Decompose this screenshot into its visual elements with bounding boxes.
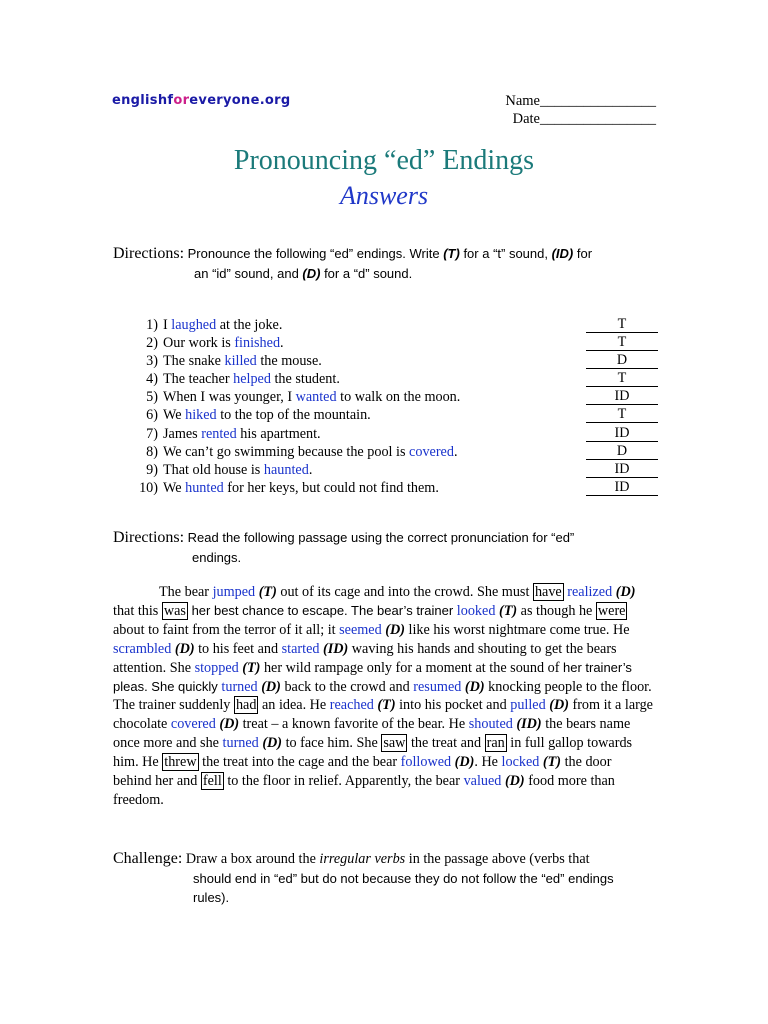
sound-code: (T): [258, 584, 277, 600]
passage-text: like his worst nightmare come true. He: [404, 621, 630, 638]
passage: [113, 583, 653, 810]
item-text: Our work is: [163, 335, 235, 352]
item-text: I: [163, 317, 172, 333]
item-text: We: [163, 479, 186, 496]
passage-text: her wild rampage only for a moment at the sound of: [260, 659, 563, 676]
list-item: [130, 352, 660, 370]
item-answer: T: [586, 370, 658, 387]
dir-text-a: Pronounce the following “ed” endings. Write: [187, 246, 444, 261]
item-answer: T: [586, 316, 658, 333]
item-verb: covered: [409, 443, 454, 460]
item-verb: finished: [234, 335, 281, 352]
item-text: The teacher: [163, 371, 234, 388]
item-text: for her keys, but could not find them.: [223, 479, 439, 496]
regular-verb: looked: [456, 602, 496, 619]
dir-text-d: an “id” sound, and: [194, 266, 303, 281]
item-answer: T: [586, 406, 658, 423]
passage-text: an idea. He: [258, 697, 330, 714]
item-number: 10): [139, 479, 158, 496]
passage-text: waving his hands and shouting to get the bears attention. She: [113, 640, 617, 676]
item-number: 4): [146, 371, 158, 388]
sound-code: (D): [219, 716, 240, 733]
item-answer: D: [586, 352, 658, 369]
regular-verb: shouted: [468, 716, 513, 733]
regular-verb: started: [281, 640, 320, 657]
regular-verb: followed: [400, 754, 452, 771]
sound-code: (ID): [323, 640, 349, 657]
name-line: Name________________: [505, 93, 656, 109]
sound-code: (T): [242, 659, 261, 676]
passage-text: . He: [474, 754, 502, 771]
item-answer: ID: [586, 425, 658, 442]
list-item: [130, 316, 660, 334]
list-item: [130, 479, 660, 497]
item-text: to the top of the mountain.: [216, 407, 371, 424]
dir-text-b: for a “t” sound,: [459, 246, 552, 261]
passage-text: knocking people to the floor. The trainer suddenly: [113, 678, 652, 714]
regular-verb: turned: [221, 678, 258, 695]
logo-text-3: everyone.org: [189, 93, 291, 108]
item-number: 6): [146, 407, 158, 424]
passage-text: her trainer’s pleas. She quickly: [113, 659, 632, 694]
item-text: When I was younger, I: [163, 389, 296, 406]
item-verb: laughed: [171, 317, 217, 333]
passage-text: back to the crowd and: [280, 678, 414, 695]
item-text: the student.: [270, 371, 340, 388]
irregular-verb-box: have: [534, 584, 562, 600]
item-number: 9): [146, 461, 158, 478]
list-item: [130, 370, 660, 388]
sound-code: (D): [261, 678, 281, 695]
directions-2-line-1: Read the following passage using the correct pronunciation for “ed”: [187, 530, 575, 545]
sound-code: (T): [542, 754, 562, 771]
directions-text: [188, 246, 592, 261]
name-date-fields: [505, 92, 656, 128]
passage-text: into his pocket and: [395, 697, 511, 714]
directions-2: [113, 528, 653, 567]
challenge: [113, 849, 653, 907]
irregular-verb-box: ran: [486, 735, 505, 752]
challenge-label: Challenge:: [113, 850, 183, 867]
irregular-verb-box: fell: [202, 773, 222, 790]
challenge-text-b: in the passage above (verbs that: [405, 851, 590, 867]
irregular-verb-box: threw: [164, 754, 197, 771]
challenge-text-a: Draw a box around the: [185, 851, 320, 867]
item-answer: T: [586, 334, 658, 351]
sound-code: (D): [464, 678, 485, 695]
item-number: 7): [146, 425, 158, 442]
list-item: [130, 425, 660, 443]
item-verb: haunted: [263, 461, 309, 478]
regular-verb: turned: [222, 735, 259, 752]
directions-line-2: [113, 264, 673, 283]
date-line: Date________________: [512, 111, 656, 127]
regular-verb: jumped: [212, 584, 256, 600]
regular-verb: realized: [567, 584, 613, 600]
challenge-line-3: rules).: [193, 890, 230, 905]
item-verb: hunted: [185, 479, 224, 496]
passage-text: as though he: [517, 602, 596, 619]
page-title: Pronouncing “ed” Endings: [233, 145, 535, 176]
item-text: .: [280, 335, 284, 352]
item-verb: hiked: [185, 407, 217, 424]
regular-verb: valued: [463, 773, 502, 790]
logo-text-1: englishf: [112, 93, 174, 108]
regular-verb: locked: [501, 754, 540, 771]
passage-text: that this: [113, 602, 162, 619]
site-logo: [112, 93, 290, 108]
sound-code: (D): [615, 584, 636, 600]
passage-text: about to faint from the terror of it all; it: [113, 621, 340, 638]
sound-code: (D): [454, 754, 475, 771]
item-text: the mouse.: [256, 353, 322, 370]
passage-text: from it a large chocolate: [113, 697, 653, 733]
list-item: [130, 406, 660, 424]
regular-verb: seemed: [339, 621, 382, 638]
regular-verb: covered: [170, 716, 216, 733]
dir-text-c: for: [573, 246, 593, 261]
passage-text: the treat into the cage and the bear: [198, 754, 401, 771]
item-number: 1): [146, 317, 158, 333]
item-number: 2): [146, 335, 158, 352]
item-verb: killed: [224, 353, 257, 370]
challenge-emphasis: irregular verbs: [319, 851, 406, 867]
item-text: .: [308, 461, 313, 478]
sound-code: (D): [385, 621, 405, 638]
passage-text: food more than freedom.: [113, 773, 615, 808]
item-text: We: [163, 407, 186, 424]
item-number: 3): [146, 353, 158, 370]
sound-code: (D): [549, 697, 569, 714]
dir-text-e: for a “d” sound.: [320, 266, 413, 281]
item-verb: rented: [201, 425, 237, 442]
item-number: 5): [146, 389, 158, 406]
page-subtitle: Answers: [339, 181, 429, 210]
regular-verb: scrambled: [113, 640, 172, 657]
item-answer: ID: [586, 479, 658, 496]
item-verb: wanted: [295, 389, 337, 406]
item-text: The snake: [163, 353, 225, 370]
directions-2-line-2: endings.: [192, 550, 242, 565]
item-text: That old house is: [163, 461, 264, 478]
passage-text: her best chance to escape. The bear’s trainer: [187, 602, 457, 618]
directions-label: Directions:: [113, 245, 185, 262]
regular-verb: resumed: [413, 678, 462, 695]
passage-text: The bear: [159, 584, 213, 600]
item-text: James: [163, 425, 202, 442]
irregular-verb-box: saw: [383, 735, 406, 752]
passage-text: to face him. She: [282, 735, 382, 752]
regular-verb: reached: [329, 697, 374, 714]
passage-text: to his feet and: [194, 640, 282, 657]
directions-label-2: Directions:: [113, 529, 185, 546]
passage-text: to the floor in relief. Apparently, the bear: [223, 773, 464, 790]
item-text: We can’t go swimming because the pool is: [163, 443, 410, 460]
passage-text: in full gallop towards him. He: [113, 735, 633, 771]
item-verb: helped: [233, 371, 271, 388]
item-text: to walk on the moon.: [336, 389, 461, 406]
sentence-list: [130, 316, 660, 497]
sound-code: (D): [262, 735, 283, 752]
passage-text: the treat and: [407, 735, 485, 752]
item-number: 8): [146, 443, 158, 460]
sound-code: (D): [174, 640, 195, 657]
logo-text-2: or: [173, 93, 190, 108]
list-item: [130, 388, 660, 406]
challenge-line-2: should end in “ed” but do not because they do not follow the “ed” endings: [193, 871, 614, 886]
regular-verb: pulled: [510, 697, 546, 714]
item-text: at the joke.: [216, 317, 283, 333]
passage-text: the bears name once more and she: [113, 716, 631, 752]
regular-verb: stopped: [194, 659, 239, 676]
item-answer: ID: [586, 388, 658, 405]
list-item: [130, 443, 660, 461]
item-answer: ID: [586, 461, 658, 478]
list-item: [130, 334, 660, 352]
irregular-verb-box: were: [597, 602, 626, 619]
item-text: .: [453, 443, 458, 460]
code-id: (ID): [551, 246, 574, 261]
item-text: his apartment.: [236, 425, 321, 442]
code-d: (D): [302, 266, 321, 281]
irregular-verb-box: had: [235, 697, 257, 714]
sound-code: (D): [504, 773, 525, 790]
code-t: (T): [443, 246, 460, 261]
sound-code: (ID): [516, 716, 542, 733]
list-item: [130, 461, 660, 479]
passage-text: treat – a known favorite of the bear. He: [239, 716, 469, 733]
sound-code: (T): [498, 602, 518, 619]
passage-text: the door behind her and: [113, 754, 612, 790]
sound-code: (T): [377, 697, 396, 714]
item-answer: D: [586, 443, 658, 460]
directions-1: [113, 244, 673, 283]
irregular-verb-box: was: [163, 602, 186, 619]
passage-text: out of its cage and into the crowd. She must: [276, 584, 533, 600]
